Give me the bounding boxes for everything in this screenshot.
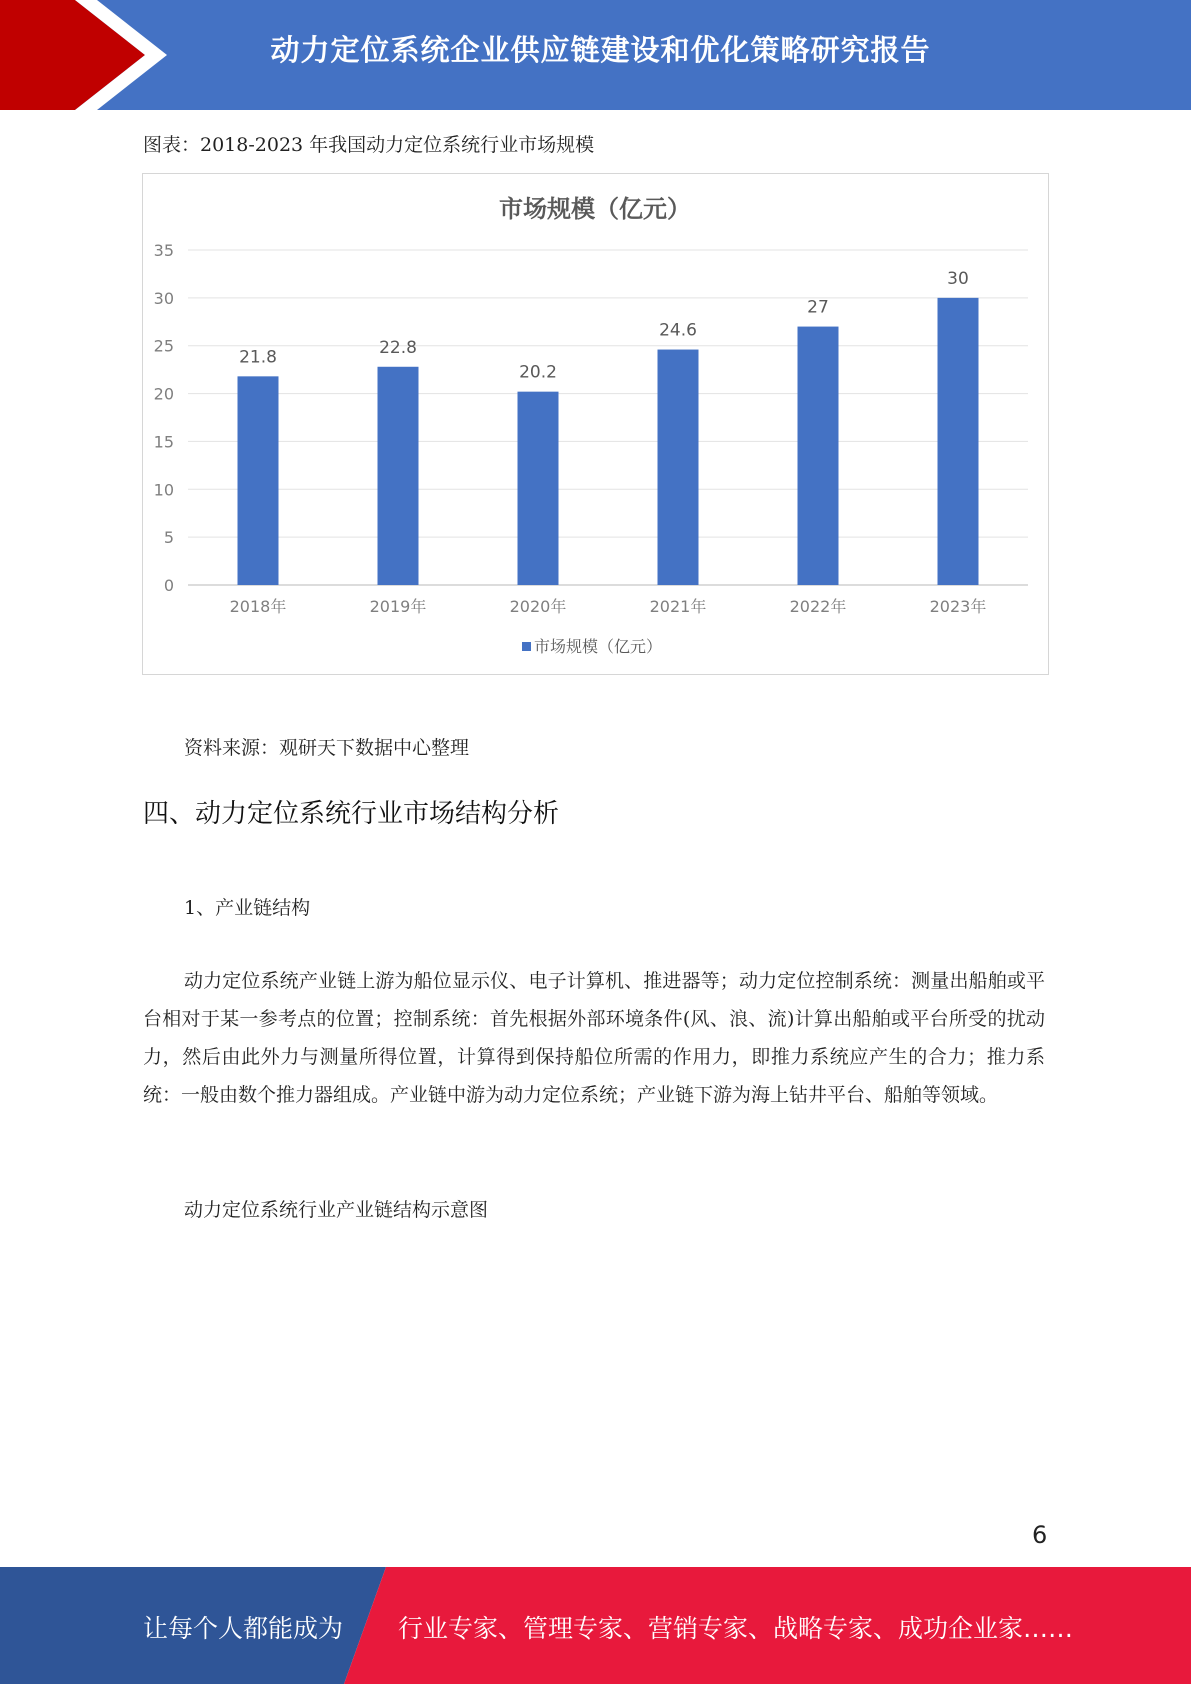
- bar-value-label: 20.2: [519, 362, 557, 383]
- x-tick-label: 2021年: [649, 597, 707, 616]
- footer-slogan-left: 让每个人都能成为: [143, 1614, 344, 1643]
- bar: [798, 327, 839, 585]
- x-axis-ticks: [230, 597, 987, 616]
- y-tick-label: 30: [153, 288, 174, 308]
- bar: [378, 367, 419, 585]
- figure-label: 动力定位系统行业产业链结构示意图: [184, 1199, 489, 1221]
- report-title: 动力定位系统企业供应链建设和优化策略研究报告: [270, 33, 931, 67]
- x-tick-label: 2018年: [229, 597, 287, 616]
- y-tick-label: 25: [153, 336, 174, 356]
- section-subheading: 1、产业链结构: [184, 897, 311, 919]
- bar-value-labels: [239, 269, 969, 383]
- figure-source: 资料来源：观研天下数据中心整理: [184, 737, 470, 759]
- chart-canvas: [143, 174, 1048, 674]
- bar-value-label: 22.8: [379, 337, 417, 358]
- bar-value-label: 27: [807, 297, 829, 318]
- x-tick-label: 2019年: [369, 597, 427, 616]
- bar-value-label: 21.8: [239, 347, 277, 368]
- legend-label: 市场规模（亿元）: [534, 637, 663, 656]
- x-tick-label: 2023年: [929, 597, 987, 616]
- chart-title: 市场规模（亿元）: [499, 195, 691, 223]
- bar: [238, 376, 279, 585]
- report-footer: [0, 1567, 1191, 1684]
- footer-slogan-right: 行业专家、管理专家、营销专家、战略专家、成功企业家……: [398, 1614, 1074, 1643]
- page-number: 6: [1032, 1521, 1048, 1549]
- y-tick-label: 10: [153, 480, 174, 500]
- bar-value-label: 30: [947, 268, 969, 289]
- y-tick-label: 5: [163, 528, 174, 548]
- body-paragraph: 动力定位系统产业链上游为船位显示仪、电子计算机、推进器等；动力定位控制系统：测量出船舶或平台相对于某一参考点的位置；控制系统：首先根据外部环境条件(风、浪、流)计算出船舶或平台所受的扰动力，然后由此外力与测量所得位置，计算得到保持船位所需的作用力，即推力系统应产生的合力；推力系统：一般由数个推力器组成。产业链中游为动力定位系统；产业链下游为海上钻井平台、船舶等领域。: [143, 970, 1045, 1106]
- bar-value-label: 24.6: [659, 320, 697, 341]
- y-tick-label: 35: [153, 241, 174, 260]
- y-tick-label: 0: [163, 576, 174, 595]
- bar: [938, 298, 979, 585]
- y-axis-ticks: [154, 241, 174, 595]
- report-header: [0, 0, 1191, 110]
- bar: [518, 392, 559, 585]
- bar-chart: [142, 173, 1049, 675]
- y-tick-label: 15: [153, 432, 174, 452]
- chart-legend: [522, 637, 662, 656]
- figure-caption: 图表：2018-2023 年我国动力定位系统行业市场规模: [143, 134, 595, 156]
- y-tick-label: 20: [153, 384, 174, 404]
- section-heading: 四、动力定位系统行业市场结构分析: [143, 799, 560, 829]
- x-tick-label: 2022年: [789, 597, 847, 616]
- legend-swatch: [522, 642, 531, 651]
- chart-gridlines: [188, 250, 1028, 585]
- x-tick-label: 2020年: [509, 597, 567, 616]
- bar: [658, 350, 699, 585]
